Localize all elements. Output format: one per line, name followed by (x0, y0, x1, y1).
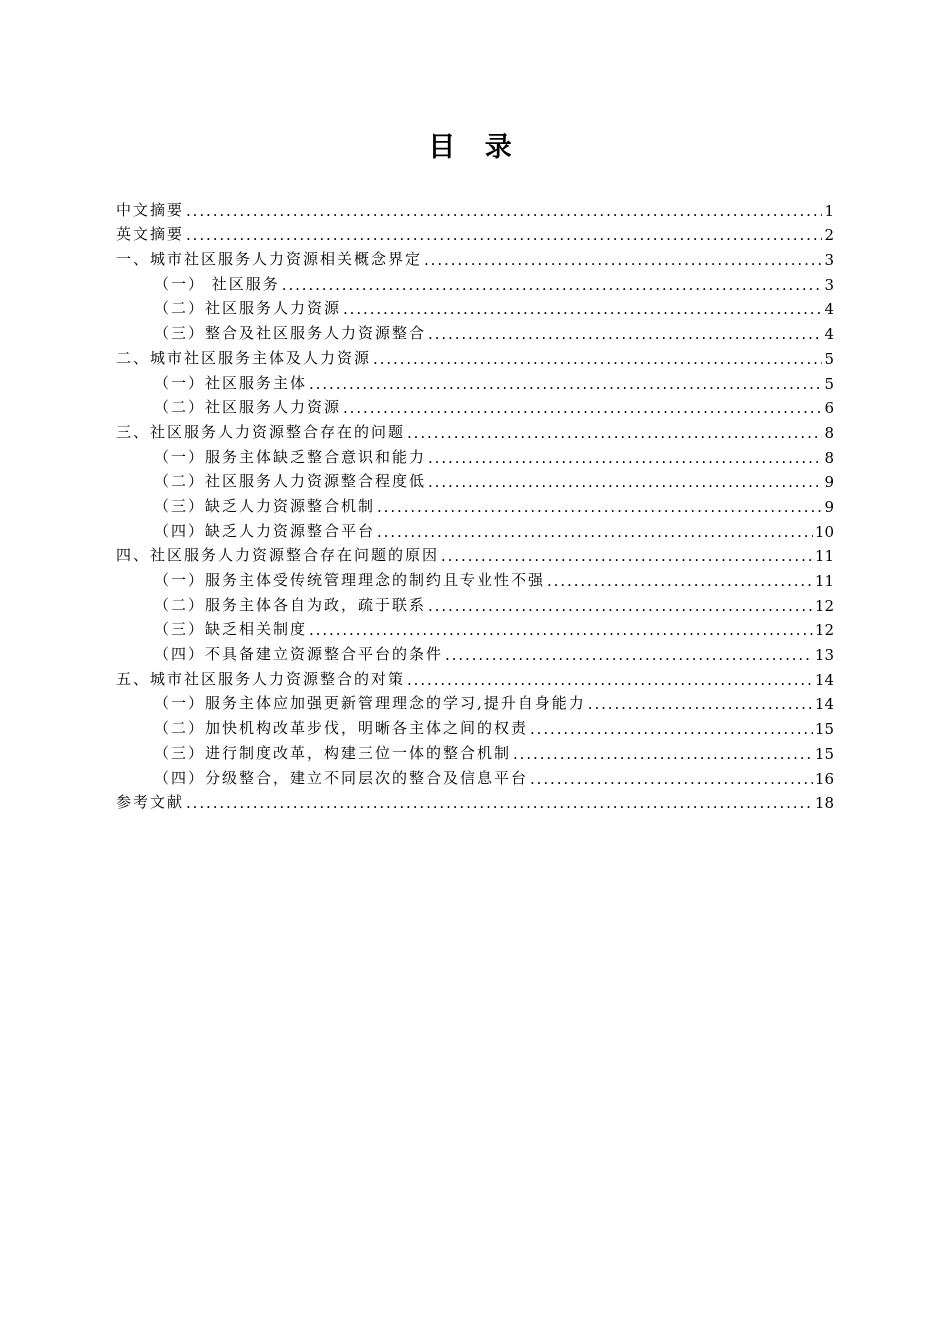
toc-page-number: 4 (824, 325, 834, 344)
toc-page-number: 16 (814, 769, 834, 788)
toc-dot-leader (588, 695, 813, 713)
toc-entry[interactable] (116, 615, 834, 640)
toc-dot-leader (186, 202, 822, 220)
toc-dot-leader (530, 770, 813, 788)
toc-entry[interactable] (116, 343, 834, 368)
toc-entry-title: 四、社区服务人力资源整合存在问题的原因 (116, 546, 440, 565)
toc-dot-leader (343, 399, 822, 417)
toc-entry-title: 五、城市社区服务人力资源整合的对策 (116, 669, 406, 688)
toc-entry[interactable] (116, 713, 834, 738)
toc-dot-leader (407, 671, 813, 689)
toc-dot-leader (424, 251, 822, 269)
toc-page-number: 9 (824, 473, 834, 492)
toc-dot-leader (547, 572, 813, 590)
toc-page-number: 14 (814, 670, 834, 689)
toc-entry-title: 英文摘要 (116, 225, 185, 244)
toc-entry[interactable] (116, 738, 834, 763)
toc-page-number: 11 (814, 547, 834, 566)
toc-entry[interactable] (116, 590, 834, 615)
toc-page-number: 5 (824, 349, 834, 368)
toc-entry-title: （一）社区服务主体 (154, 373, 308, 392)
toc-page-number: 18 (814, 794, 834, 813)
toc-dot-leader (441, 547, 813, 565)
toc-entry-title: 三、社区服务人力资源整合存在的问题 (116, 422, 406, 441)
toc-page-number: 12 (814, 596, 834, 615)
toc-dot-leader (428, 473, 822, 491)
toc-entry-title: 中文摘要 (116, 200, 185, 219)
toc-page-number: 8 (824, 448, 834, 467)
toc-entry-title: （三）整合及社区服务人力资源整合 (154, 324, 427, 343)
toc-page-number: 4 (824, 300, 834, 319)
toc-page-number: 12 (814, 621, 834, 640)
toc-dot-leader (513, 745, 813, 763)
toc-entry[interactable] (116, 244, 834, 269)
toc-entry[interactable] (116, 368, 834, 393)
toc-entry[interactable] (116, 565, 834, 590)
toc-page-number: 3 (824, 251, 834, 270)
toc-entry[interactable] (116, 269, 834, 294)
toc-entry-title: （一）服务主体缺乏整合意识和能力 (154, 447, 427, 466)
toc-dot-leader (343, 300, 822, 318)
toc-page-number: 5 (824, 374, 834, 393)
toc-entry[interactable] (116, 516, 834, 541)
toc-entry-title: （四）不具备建立资源整合平台的条件 (154, 645, 444, 664)
toc-page-number: 2 (824, 226, 834, 245)
toc-entry[interactable] (116, 294, 834, 319)
toc-entry[interactable] (116, 318, 834, 343)
toc-entry[interactable] (116, 639, 834, 664)
table-of-contents (116, 195, 834, 812)
toc-page-number: 11 (814, 572, 834, 590)
toc-entry-title: （二）服务主体各自为政，疏于联系 (154, 595, 427, 614)
toc-entry[interactable] (116, 393, 834, 418)
toc-entry-title: （二）社区服务人力资源 (154, 299, 342, 318)
toc-page-number: 6 (824, 399, 834, 418)
toc-dot-leader (377, 498, 822, 516)
toc-page-number: 14 (814, 695, 834, 714)
toc-entry[interactable] (116, 664, 834, 689)
toc-page-number: 8 (824, 423, 834, 442)
toc-entry-title: 参考文献 (116, 793, 185, 812)
toc-entry[interactable] (116, 417, 834, 442)
toc-entry-title: （一）服务主体受传统管理理念的制约且专业性不强 (154, 571, 546, 589)
toc-entry-title: （四）分级整合，建立不同层次的整合及信息平台 (154, 768, 529, 787)
toc-page-number: 3 (824, 275, 834, 294)
toc-entry[interactable] (116, 467, 834, 492)
toc-entry[interactable] (116, 763, 834, 788)
toc-entry[interactable] (116, 689, 834, 714)
toc-entry-title: （二）加快机构改革步伐，明晰各主体之间的权责 (154, 719, 529, 738)
toc-entry-title: （一）服务主体应加强更新管理理念的学习,提升自身能力 (154, 694, 586, 713)
page-title: 目 录 (428, 132, 522, 163)
toc-dot-leader (445, 646, 813, 664)
toc-dot-leader (428, 597, 813, 615)
toc-page-number: 9 (824, 497, 834, 516)
toc-entry-title: （二）社区服务人力资源整合程度低 (154, 472, 427, 491)
toc-entry-title: （二）社区服务人力资源 (154, 398, 342, 417)
toc-dot-leader (309, 375, 822, 393)
toc-page-number: 13 (814, 646, 834, 665)
toc-dot-leader (428, 325, 822, 343)
toc-entry[interactable] (116, 491, 834, 516)
toc-dot-leader (186, 226, 822, 244)
toc-dot-leader (530, 720, 813, 738)
toc-dot-leader (428, 449, 822, 467)
toc-page-number: 15 (814, 720, 834, 739)
toc-dot-leader (282, 276, 823, 294)
toc-page-number: 10 (814, 522, 834, 541)
toc-entry-title: （三）缺乏人力资源整合机制 (154, 496, 376, 515)
toc-page-number: 15 (814, 744, 834, 763)
toc-entry[interactable] (116, 788, 834, 813)
toc-entry-title: （一） 社区服务 (154, 274, 280, 293)
toc-entry-title: （三）进行制度改革，构建三位一体的整合机制 (154, 743, 512, 762)
toc-entry-title: 二、城市社区服务主体及人力资源 (116, 348, 372, 367)
toc-entry[interactable] (116, 442, 834, 467)
toc-dot-leader (377, 523, 813, 541)
toc-dot-leader (186, 794, 813, 812)
toc-entry-title: （三）缺乏相关制度 (154, 620, 308, 639)
toc-entry-title: （四）缺乏人力资源整合平台 (154, 521, 376, 540)
toc-entry[interactable] (116, 220, 834, 245)
toc-entry[interactable] (116, 541, 834, 566)
toc-entry-title: 一、城市社区服务人力资源相关概念界定 (116, 250, 423, 269)
toc-page-number: 1 (824, 201, 834, 220)
toc-dot-leader (407, 424, 822, 442)
toc-entry[interactable] (116, 195, 834, 220)
toc-dot-leader (309, 621, 813, 639)
toc-dot-leader (373, 350, 822, 368)
